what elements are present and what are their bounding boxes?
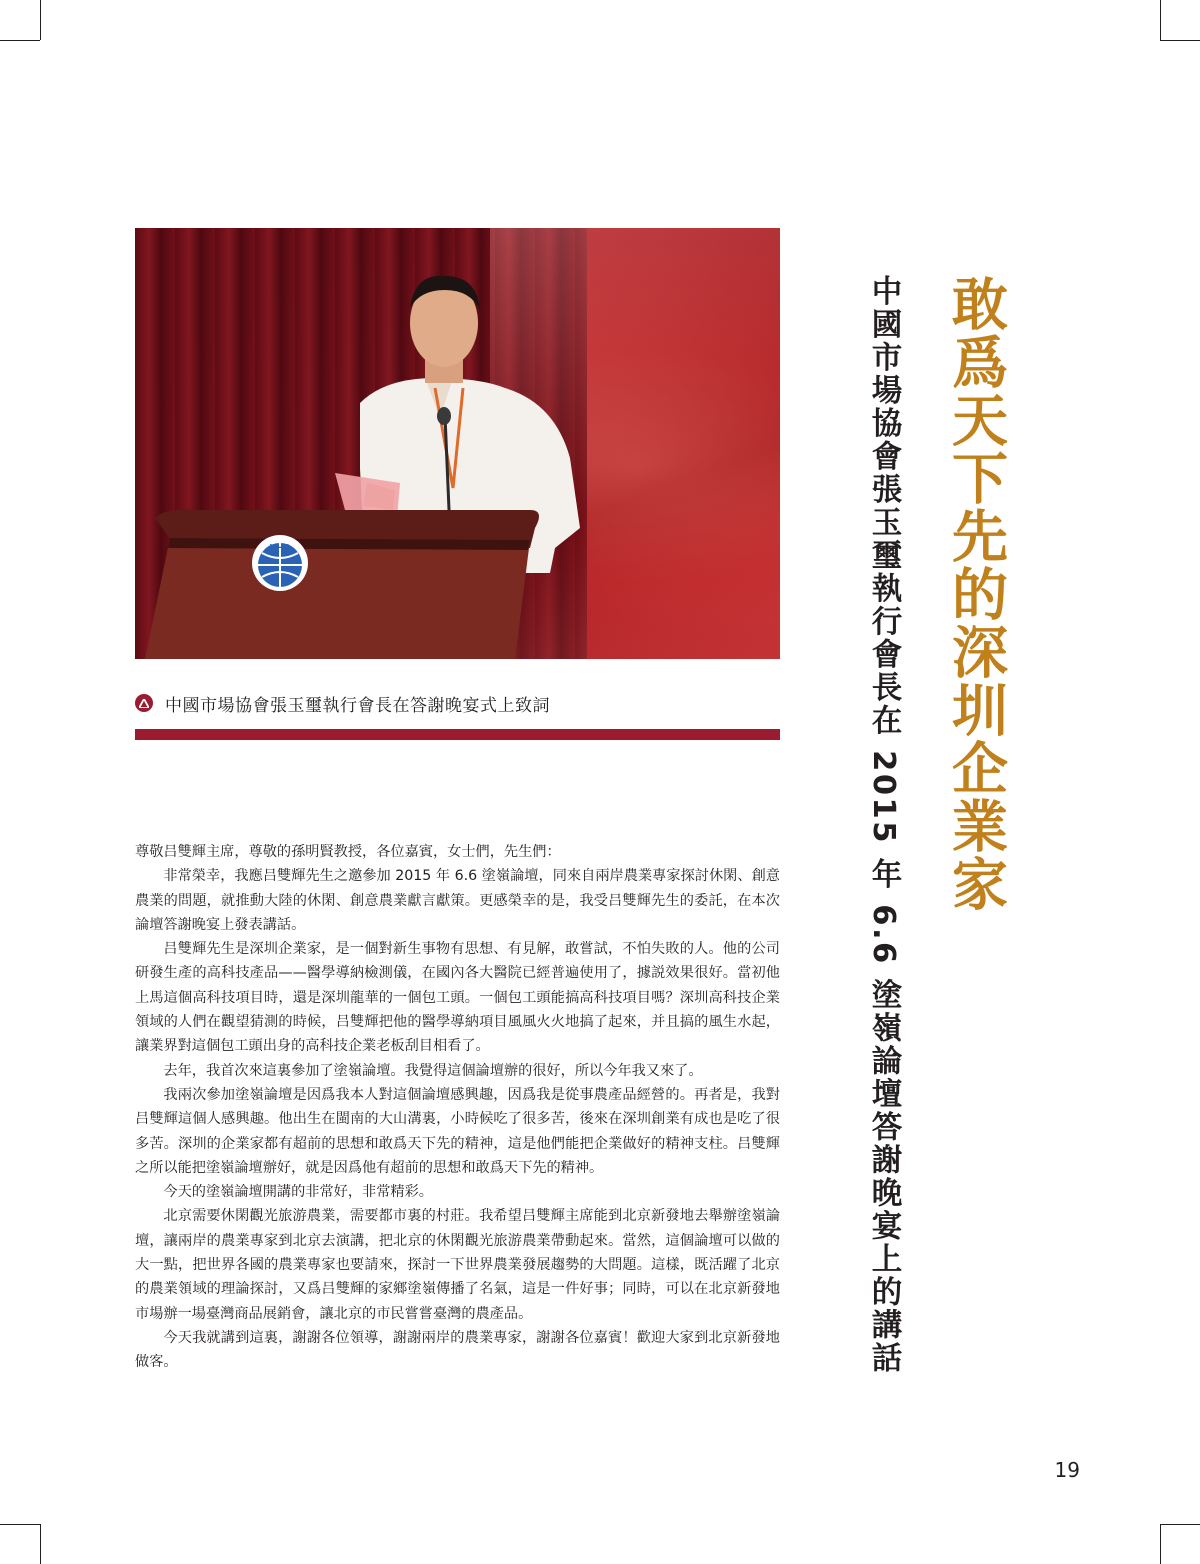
main-title: 敢爲天下先的深圳企業家 (943, 275, 1008, 913)
article-body (135, 840, 780, 1375)
crop-mark (40, 1524, 41, 1564)
podium-logo-text: XHD (269, 543, 291, 554)
paragraph: 非常榮幸，我應吕雙輝先生之邀參加 2015 年 6.6 塗嶺論壇，同來自兩岸農業專家探討休閑、創意農業的問題，就推動大陸的休閑、創意農業獻言獻策。更感榮幸的是，我受吕雙輝先生的委託，在本次論壇答謝晚宴上發表講話。 (135, 868, 780, 933)
crop-mark (1160, 40, 1200, 41)
page-number: 19 (1054, 1458, 1080, 1482)
paragraph: 吕雙輝先生是深圳企業家，是一個對新生事物有思想、有見解，敢嘗試，不怕失敗的人。他的公司研發生產的高科技產品——醫學導納檢測儀，在國內各大醫院已經普遍使用了，據説效果很好。當初他上馬這個高科技項目時，還是深圳龍華的一個包工頭。一個包工頭能搞高科技項目嗎？深圳高科技企業領域的人們在觀望猜測的時候，吕雙輝把他的醫學導納項目風風火火地搞了起來，并且搞的風生水起，讓業界對這個包工頭出身的高科技企業老板刮目相看了。 (135, 941, 780, 1055)
paragraph: 今天的塗嶺論壇開講的非常好，非常精彩。 (163, 1184, 433, 1201)
paragraph: 今天我就講到這裏，謝謝各位領導，謝謝兩岸的農業專家，謝謝各位嘉賓！歡迎大家到北京新發地做客。 (135, 1329, 780, 1371)
crop-mark (1160, 1524, 1200, 1525)
paragraph: 去年，我首次來這裏參加了塗嶺論壇。我覺得這個論壇辦的很好，所以今年我又來了。 (163, 1062, 703, 1079)
crop-mark (1160, 0, 1161, 40)
photo-caption (135, 688, 780, 718)
caption-divider (135, 729, 780, 740)
crop-mark (40, 0, 41, 40)
triangle-up-circle-icon (135, 694, 153, 712)
crop-mark (0, 1524, 40, 1525)
paragraph: 我兩次參加塗嶺論壇是因爲我本人對這個論壇感興趣，因爲我是從事農產品經營的。再者是，我對吕雙輝這個人感興趣。他出生在閩南的大山溝裏，小時候吃了很多苦，後來在深圳創業有成也是吃了很多苦。深圳的企業家都有超前的思想和敢爲天下先的精神，這是他們能把企業做好的精神支柱。吕雙輝之所以能把塗嶺論壇辦好，就是因爲他有超前的思想和敢爲天下先的精神。 (135, 1086, 780, 1176)
speaker-photo (135, 228, 780, 659)
paragraph: 北京需要休閑觀光旅游農業，需要都市裏的村莊。我希望吕雙輝主席能到北京新發地去舉辦塗嶺論壇，讓兩岸的農業專家到北京去演講，把北京的休閑觀光旅游農業帶動起來。當然，這個論壇可以做的大一點，把世界各國的農業專家也要請來，探討一下世界農業發展趨勢的大問題。這樣，既活躍了北京的農業領域的理論探討，又爲吕雙輝的家鄉塗嶺傳播了名氣，這是一件好事；同時，可以在北京新發地市場辦一場臺灣商品展銷會，讓北京的市民嘗嘗臺灣的農產品。 (135, 1208, 780, 1322)
crop-mark (0, 40, 40, 41)
podium (135, 228, 780, 659)
caption-text: 中國市場協會張玉璽執行會長在答謝晚宴式上致詞 (165, 695, 550, 716)
salutation: 尊敬吕雙輝主席，尊敬的孫明賢教授，各位嘉賓，女士們，先生們： (135, 844, 561, 860)
crop-mark (1160, 1524, 1161, 1564)
sub-title: 中國市場協會張玉璽執行會長在 2015 年 6.6 塗嶺論壇答謝晚宴上的講話 (866, 275, 901, 1375)
